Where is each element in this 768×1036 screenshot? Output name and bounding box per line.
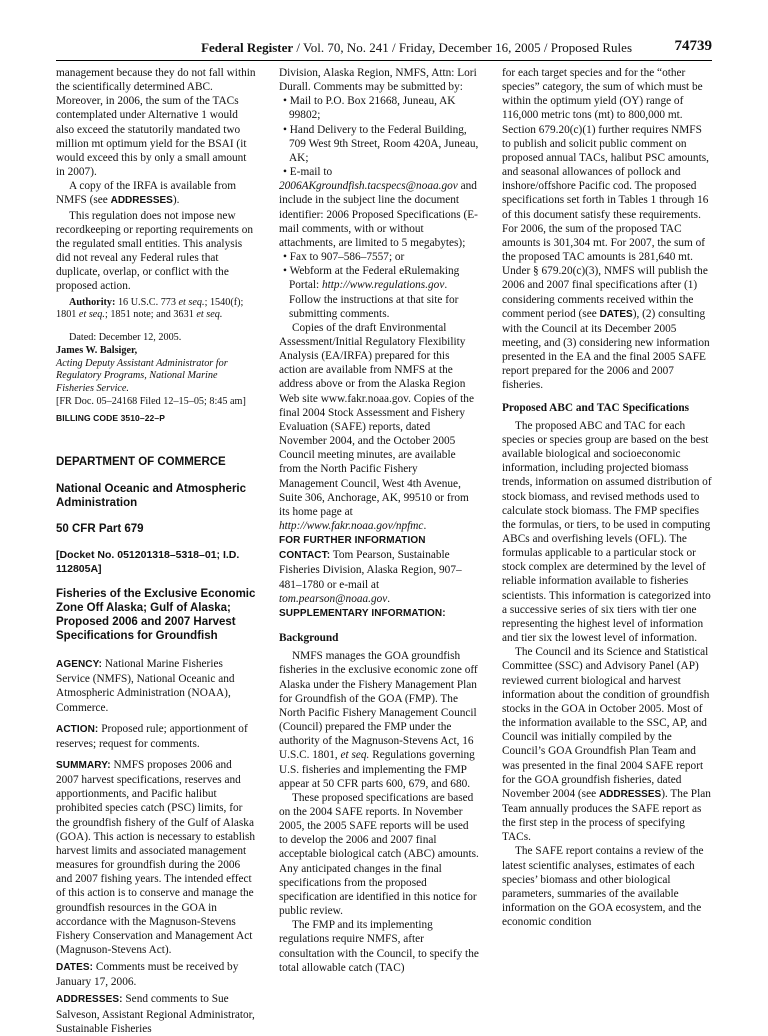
dates-paragraph: DATES: Comments must be received by January 17, 2006. [56, 961, 239, 989]
paragraph: Copies of the draft Environmental Assessment/Initial Regulatory Flexibility Analysis (EA/IRFA) prepared for this action are available from NMFS at the address above or from the Alaska Region Web site www.fakr.noaa.gov. Copies of the final 2004 Stock Assessment and Fishery Evaluation (SAFE) reports, dated November 2004, and the October 2005 Council meeting minutes, are available from the North Pacific Fishery Management Council, West 4th Avenue, Suite 306, Anchorage, AK, 99510 or from its home page at http://www.fakr.noaa.gov/npfmc. [279, 321, 474, 532]
paragraph: management because they do not fall within the scientifically determined ABC. Moreover, in 2006, the sum of the TACs contemplated under Alternative 1 would also exceed the statutorily mandated two million mt optimum yield for the BSAI (it would exceed this by only a small amount in 2007). [56, 67, 256, 179]
authority-line: Authority: 16 U.S.C. 773 et seq.; 1540(f); 1801 et seq.; 1851 note; and 3631 et seq. [56, 296, 244, 321]
paragraph: This regulation does not impose new recordkeeping or reporting requirements on the regulated small entities. This analysis did not reveal any Federal rules that duplicate, overlap, or conflict with the proposed action. [56, 209, 253, 293]
summary-paragraph: SUMMARY: NMFS proposes 2006 and 2007 harvest specifications, reserves and apportionments, and Pacific halibut prohibited species catch (PSC) limits, for the groundfish fishery of the Gulf of Alaska (GOA). This action is necessary to establish harvest limits and associated management measures for groundfish during the 2006 and 2007 fishing years. The intended effect of this action is to conserve and manage the groundfish resources in the GOA in accordance with the Magnuson-Stevens Fishery Conservation and Management Act (Magnuson-Stevens Act). [56, 758, 256, 956]
billing-code: BILLING CODE 3510–22–P [56, 412, 165, 423]
running-head: Federal Register / Vol. 70, No. 241 / Friday, December 16, 2005 / Proposed Rules [201, 40, 632, 55]
addresses-paragraph: ADDRESSES: Send comments to Sue Salveson, Assistant Regional Administrator, Sustainable Fisheries [56, 993, 255, 1035]
agency-heading: National Oceanic and Atmospheric Administration [56, 483, 247, 510]
header-rule [56, 60, 712, 61]
issue-date: Friday, December 16, 2005 [398, 40, 541, 55]
paragraph: The FMP and its implementing regulations require NMFS, after consultation with the Council, to specify the total allowable catch (TAC) [279, 919, 479, 974]
column-2 [279, 66, 479, 975]
running-header [56, 40, 712, 60]
email-link[interactable]: 2006AKgroundfish.tacspecs@noaa.gov [279, 180, 458, 193]
paragraph: The proposed ABC and TAC for each species or species group are based on the best available biological and socioeconomic information, including projected biomass trends, information on assumed distribution of stock biomass, and revised methods used to calculate stock biomass. The FMP specifies the formulas, or tiers, to be used in computing ABCs and overfishing levels (OFL). The formulas applicable to a particular stock or stock complex are determined by the level of reliable information available to fisheries scientists. This information is categorized into a successive series of six tiers with tier one representing the highest level of information and tier six the lowest level of information. [502, 419, 712, 645]
action-paragraph: ACTION: Proposed rule; apportionment of reserves; request for comments. [56, 722, 248, 750]
journal-name: Federal Register [201, 40, 294, 55]
paragraph: The Council and its Science and Statistical Committee (SSC) and Advisory Panel (AP) reviewed current biological and harvest information about the condition of groundfish stocks in the GOA in October 2005. Most of the information available to the SSC, AP, and Council was initially compiled by the Council’s GOA Groundfish Plan Team and was presented in the final 2004 SAFE report for the GOA groundfish fisheries, dated November 2004 (see ADDRESSES). The Plan Team annually produces the SAFE report as the first step in the process of specifying TACs. [502, 646, 711, 844]
list-item: • Fax to 907–586–7557; or [283, 251, 405, 264]
contact-email-link[interactable]: tom.pearson@noaa.gov [279, 592, 388, 605]
column-1 [56, 66, 256, 1036]
list-item: • E-mail to [283, 166, 333, 179]
supplementary-label: SUPPLEMENTARY INFORMATION: [279, 607, 446, 619]
list-item: • Webform at the Federal eRulemaking Portal: http://www.regulations.gov. Follow the instructions at that site for submitting comments. [283, 265, 460, 320]
paragraph: NMFS manages the GOA groundfish fisheries in the exclusive economic zone off Alaska under the Fishery Management Plan for Groundfish of the GOA (FMP). The North Pacific Fishery Management Council (Council) prepared the FMP under the authority of the Magnuson-Stevens Act, 16 U.S.C. 1801, et seq. Regulations governing U.S. fisheries and implementing the FMP appear at 50 CFR parts 600, 679, and 680. [279, 650, 478, 790]
list-item: • Mail to P.O. Box 21668, Juneau, AK 99802; [283, 95, 456, 122]
regulations-link[interactable]: http://www.regulations.gov [321, 279, 445, 292]
page-number: 74739 [674, 38, 712, 54]
fr-doc-line: [FR Doc. 05–24168 Filed 12–15–05; 8:45 am] [56, 396, 246, 408]
paragraph: Division, Alaska Region, NMFS, Attn: Lori Durall. Comments may be submitted by: [279, 67, 477, 94]
paragraph: 2006AKgroundfish.tacspecs@noaa.gov and include in the subject line the document identifier: 2006 Proposed Specifications (E-mail comments, with or without attachments, are limited to 5 megabytes); [279, 180, 478, 249]
paragraph: The SAFE report contains a review of the latest scientific analyses, estimates of each species’ biomass and other biological parameters, summaries of the available information on the GOA ecosystem, and the economic condition [502, 845, 704, 929]
signer-name: James W. Balsiger, [56, 344, 138, 356]
docket-number: [Docket No. 051201318–5318–01; I.D. 112805A] [56, 549, 240, 576]
cfr-part-heading: 50 CFR Part 679 [56, 523, 144, 536]
rule-title: Fisheries of the Exclusive Economic Zone Off Alaska; Gulf of Alaska; Proposed 2006 and 2007 Harvest Specifications for Groundfish [56, 588, 256, 643]
column-3 [502, 66, 712, 929]
paragraph: These proposed specifications are based on the 2004 SAFE reports. In November 2005, the 2005 SAFE reports will be used to develop the 2006 and 2007 final acceptable biological catch (ABC) amounts. Any anticipated changes in the final specifications from the proposed specification are identified in this notice for public review. [279, 791, 479, 918]
contact-paragraph: FOR FURTHER INFORMATION CONTACT: Tom Pearson, Sustainable Fisheries Division, Alaska Region, 907–481–1780 or e-mail at tom.pearson@noaa.gov. [279, 535, 462, 605]
department-heading: DEPARTMENT OF COMMERCE [56, 456, 226, 469]
paragraph: for each target species and for the “other species” category, the sum of which must be within the optimum yield (OY) range of 116,000 metric tons (mt) to 800,000 mt. Section 679.20(c)(1) further requires NMFS to publish and solicit public comment on proposed annual TACs, halibut PSC amounts, and seasonal allowances of pollock and inshore/offshore Pacific cod. The proposed specifications set forth in Tables 1 through 16 of this document satisfy these requirements. For 2006, the sum of the proposed TAC amounts is 301,304 mt. For 2007, the sum of the proposed TAC amounts is 281,640 mt. Under § 679.20(c)(3), NMFS will publish the 2006 and 2007 final specifications after (1) considering comments received within the comment period (see DATES), (2) consulting with the Council at its December 2005 meeting, and (3) considering new information presented in the EA and the final 2005 SAFE report prepared for the 2006 and 2007 fisheries. [502, 67, 710, 392]
list-item: • Hand Delivery to the Federal Building, 709 West 9th Street, Room 420A, Juneau, AK; [283, 123, 479, 164]
signer-title: Acting Deputy Assistant Administrator for Regulatory Programs, National Marine Fisheries Service. [56, 357, 228, 395]
paragraph: A copy of the IRFA is available from NMFS (see ADDRESSES). [56, 180, 237, 207]
section-name: Proposed Rules [550, 40, 632, 55]
agency-paragraph: AGENCY: National Marine Fisheries Service (NMFS), National Oceanic and Atmospheric Administration (NOAA), Commerce. [56, 658, 235, 714]
npfmc-link[interactable]: http://www.fakr.noaa.gov/npfmc [279, 520, 424, 532]
section-heading: Background [279, 632, 339, 645]
volume-issue: Vol. 70, No. 241 [303, 40, 389, 55]
dated-line: Dated: December 12, 2005. [69, 332, 182, 344]
section-heading: Proposed ABC and TAC Specifications [502, 401, 690, 414]
